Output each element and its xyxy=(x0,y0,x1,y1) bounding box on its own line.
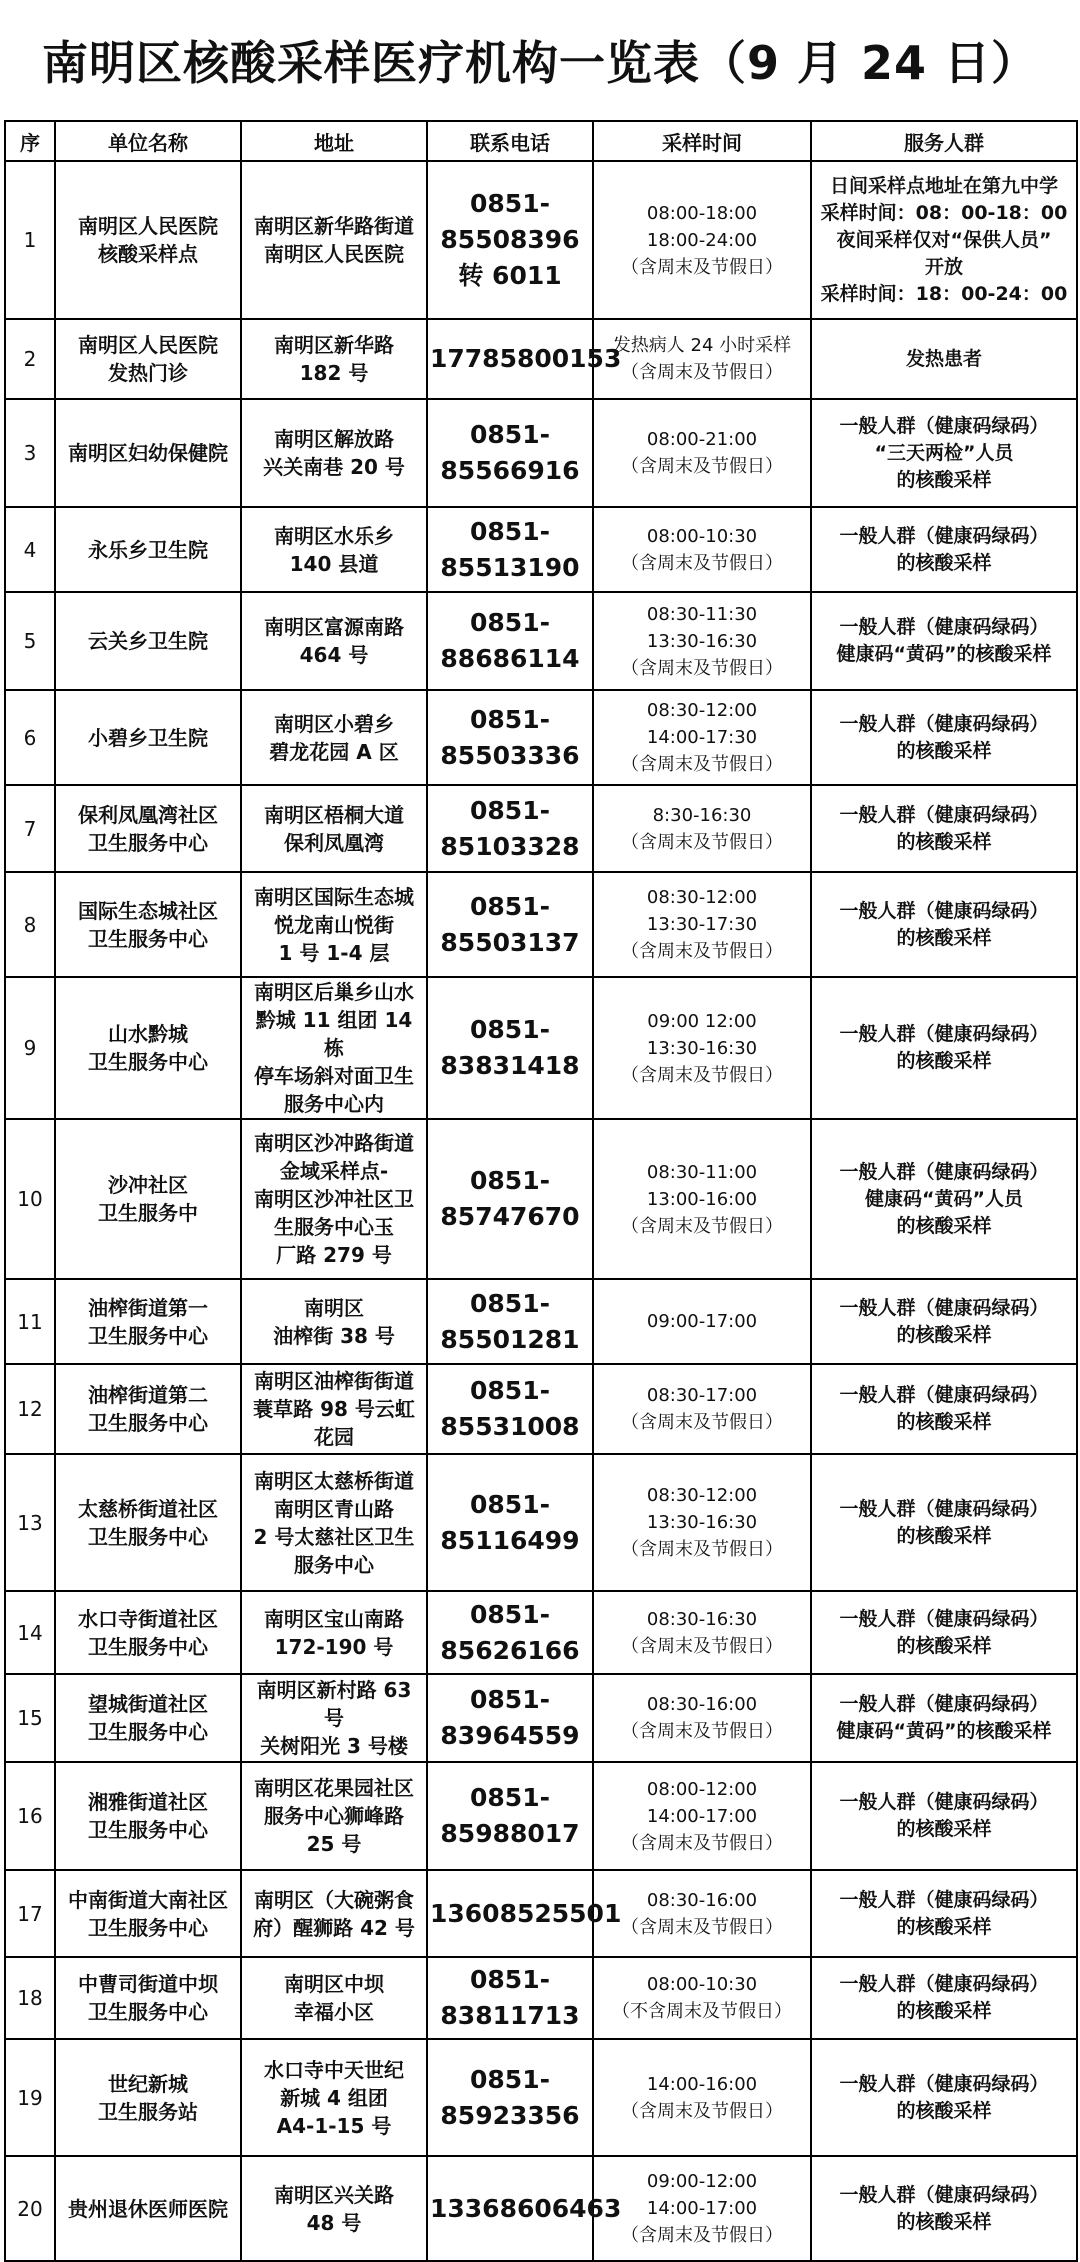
sampling-time: 08:30-16:00 （含周末及节假日） xyxy=(593,1674,811,1762)
service-group: 一般人群（健康码绿码） 的核酸采样 xyxy=(811,1454,1077,1591)
row-number: 2 xyxy=(5,319,55,399)
table-row xyxy=(5,1591,1077,1674)
table-row xyxy=(5,785,1077,872)
institution-name: 太慈桥街道社区 卫生服务中心 xyxy=(55,1454,241,1591)
institution-name: 中南街道大南社区 卫生服务中心 xyxy=(55,1870,241,1957)
sampling-time: 08:30-16:00 （含周末及节假日） xyxy=(593,1870,811,1957)
sampling-time: 09:00 12:00 13:30-16:30 （含周末及节假日） xyxy=(593,977,811,1119)
institution-name: 世纪新城 卫生服务站 xyxy=(55,2039,241,2156)
institution-name: 小碧乡卫生院 xyxy=(55,690,241,785)
service-group: 一般人群（健康码绿码） 的核酸采样 xyxy=(811,785,1077,872)
table-row xyxy=(5,161,1077,319)
phone-number: 0851- 85988017 xyxy=(427,1762,593,1870)
address: 南明区 油榨街 38 号 xyxy=(241,1279,427,1364)
sampling-sites-table xyxy=(4,120,1078,2262)
service-group: 一般人群（健康码绿码） 的核酸采样 xyxy=(811,977,1077,1119)
table-row xyxy=(5,1762,1077,1870)
institution-name: 油榨街道第二 卫生服务中心 xyxy=(55,1364,241,1454)
table-row xyxy=(5,1674,1077,1762)
service-group: 一般人群（健康码绿码） 的核酸采样 xyxy=(811,507,1077,592)
table-row xyxy=(5,1364,1077,1454)
row-number: 9 xyxy=(5,977,55,1119)
row-number: 10 xyxy=(5,1119,55,1279)
row-number: 8 xyxy=(5,872,55,977)
table-header-row xyxy=(5,121,1077,161)
address: 南明区小碧乡 碧龙花园 A 区 xyxy=(241,690,427,785)
address: 南明区水乐乡 140 县道 xyxy=(241,507,427,592)
address: 南明区兴关路 48 号 xyxy=(241,2156,427,2261)
address: 南明区国际生态城 悦龙南山悦街 1 号 1-4 层 xyxy=(241,872,427,977)
address: 南明区沙冲路街道 金域采样点- 南明区沙冲社区卫 生服务中心玉 厂路 279 号 xyxy=(241,1119,427,1279)
row-number: 19 xyxy=(5,2039,55,2156)
service-group: 一般人群（健康码绿码） 的核酸采样 xyxy=(811,2156,1077,2261)
institution-name: 贵州退休医师医院 xyxy=(55,2156,241,2261)
address: 南明区新村路 63 号 关树阳光 3 号楼 xyxy=(241,1674,427,1762)
row-number: 6 xyxy=(5,690,55,785)
column-header-address: 地址 xyxy=(241,121,427,161)
phone-number: 0851- 85566916 xyxy=(427,399,593,507)
address: 南明区富源南路 464 号 xyxy=(241,592,427,690)
service-group: 一般人群（健康码绿码） 的核酸采样 xyxy=(811,1364,1077,1454)
address: 南明区宝山南路 172-190 号 xyxy=(241,1591,427,1674)
phone-number: 13368606463 xyxy=(427,2156,593,2261)
row-number: 7 xyxy=(5,785,55,872)
institution-name: 保利凤凰湾社区 卫生服务中心 xyxy=(55,785,241,872)
service-group: 一般人群（健康码绿码） 的核酸采样 xyxy=(811,1870,1077,1957)
service-group: 一般人群（健康码绿码） 的核酸采样 xyxy=(811,1591,1077,1674)
table-row xyxy=(5,872,1077,977)
institution-name: 湘雅街道社区 卫生服务中心 xyxy=(55,1762,241,1870)
institution-name: 山水黔城 卫生服务中心 xyxy=(55,977,241,1119)
institution-name: 南明区人民医院 核酸采样点 xyxy=(55,161,241,319)
phone-number: 0851- 85531008 xyxy=(427,1364,593,1454)
row-number: 3 xyxy=(5,399,55,507)
table-body xyxy=(5,161,1077,2261)
service-group: 一般人群（健康码绿码） 的核酸采样 xyxy=(811,1957,1077,2039)
institution-name: 水口寺街道社区 卫生服务中心 xyxy=(55,1591,241,1674)
page-title: 南明区核酸采样医疗机构一览表（9 月 24 日） xyxy=(41,36,1039,90)
service-group: 一般人群（健康码绿码） 的核酸采样 xyxy=(811,1762,1077,1870)
phone-number: 0851- 85503137 xyxy=(427,872,593,977)
row-number: 12 xyxy=(5,1364,55,1454)
service-group: 一般人群（健康码绿码） 的核酸采样 xyxy=(811,2039,1077,2156)
phone-number: 0851- 88686114 xyxy=(427,592,593,690)
table-row xyxy=(5,319,1077,399)
phone-number: 0851- 85626166 xyxy=(427,1591,593,1674)
phone-number: 13608525501 xyxy=(427,1870,593,1957)
row-number: 4 xyxy=(5,507,55,592)
row-number: 13 xyxy=(5,1454,55,1591)
sampling-time: 08:30-17:00 （含周末及节假日） xyxy=(593,1364,811,1454)
sampling-time: 08:30-12:00 13:30-17:30 （含周末及节假日） xyxy=(593,872,811,977)
phone-number: 17785800153 xyxy=(427,319,593,399)
service-group: 一般人群（健康码绿码） 的核酸采样 xyxy=(811,1279,1077,1364)
sampling-time: 09:00-17:00 xyxy=(593,1279,811,1364)
institution-name: 中曹司街道中坝 卫生服务中心 xyxy=(55,1957,241,2039)
sampling-time: 08:00-10:30 （不含周末及节假日） xyxy=(593,1957,811,2039)
institution-name: 云关乡卫生院 xyxy=(55,592,241,690)
address: 南明区中坝 幸福小区 xyxy=(241,1957,427,2039)
row-number: 15 xyxy=(5,1674,55,1762)
sampling-time: 14:00-16:00 （含周末及节假日） xyxy=(593,2039,811,2156)
sampling-time: 08:00-21:00 （含周末及节假日） xyxy=(593,399,811,507)
sampling-time: 08:30-11:30 13:30-16:30 （含周末及节假日） xyxy=(593,592,811,690)
phone-number: 0851- 85103328 xyxy=(427,785,593,872)
sampling-time: 08:00-10:30 （含周末及节假日） xyxy=(593,507,811,592)
phone-number: 0851- 85116499 xyxy=(427,1454,593,1591)
table-row xyxy=(5,1279,1077,1364)
row-number: 14 xyxy=(5,1591,55,1674)
phone-number: 0851- 85513190 xyxy=(427,507,593,592)
institution-name: 国际生态城社区 卫生服务中心 xyxy=(55,872,241,977)
phone-number: 0851- 85503336 xyxy=(427,690,593,785)
sampling-time: 08:30-16:30 （含周末及节假日） xyxy=(593,1591,811,1674)
institution-name: 南明区妇幼保健院 xyxy=(55,399,241,507)
service-group: 一般人群（健康码绿码） “三天两检”人员 的核酸采样 xyxy=(811,399,1077,507)
sampling-time: 发热病人 24 小时采样 （含周末及节假日） xyxy=(593,319,811,399)
sampling-time: 8:30-16:30 （含周末及节假日） xyxy=(593,785,811,872)
phone-number: 0851- 85508396 转 6011 xyxy=(427,161,593,319)
institution-name: 沙冲社区 卫生服务中 xyxy=(55,1119,241,1279)
row-number: 16 xyxy=(5,1762,55,1870)
service-group: 一般人群（健康码绿码） 健康码“黄码”的核酸采样 xyxy=(811,1674,1077,1762)
service-group: 日间采样点地址在第九中学 采样时间：08：00-18：00 夜间采样仅对“保供人员” 开放 采样时间：18：00-24：00 xyxy=(811,161,1077,319)
row-number: 18 xyxy=(5,1957,55,2039)
phone-number: 0851- 85747670 xyxy=(427,1119,593,1279)
service-group: 一般人群（健康码绿码） 的核酸采样 xyxy=(811,690,1077,785)
address: 南明区（大碗粥食 府）醒狮路 42 号 xyxy=(241,1870,427,1957)
table-row xyxy=(5,592,1077,690)
address: 南明区新华路 182 号 xyxy=(241,319,427,399)
address: 南明区油榨街街道 蓑草路 98 号云虹 花园 xyxy=(241,1364,427,1454)
phone-number: 0851- 83831418 xyxy=(427,977,593,1119)
sampling-time: 08:30-12:00 13:30-16:30 （含周末及节假日） xyxy=(593,1454,811,1591)
table-row xyxy=(5,690,1077,785)
phone-number: 0851- 83964559 xyxy=(427,1674,593,1762)
address: 南明区太慈桥街道 南明区青山路 2 号太慈社区卫生 服务中心 xyxy=(241,1454,427,1591)
address: 水口寺中天世纪 新城 4 组团 A4-1-15 号 xyxy=(241,2039,427,2156)
column-header-time: 采样时间 xyxy=(593,121,811,161)
table-row xyxy=(5,2156,1077,2261)
sampling-time: 08:00-12:00 14:00-17:00 （含周末及节假日） xyxy=(593,1762,811,1870)
address: 南明区后巢乡山水 黔城 11 组团 14 栋 停车场斜对面卫生 服务中心内 xyxy=(241,977,427,1119)
sampling-time: 08:00-18:00 18:00-24:00 （含周末及节假日） xyxy=(593,161,811,319)
column-header-name: 单位名称 xyxy=(55,121,241,161)
row-number: 1 xyxy=(5,161,55,319)
service-group: 一般人群（健康码绿码） 的核酸采样 xyxy=(811,872,1077,977)
table-row xyxy=(5,507,1077,592)
sampling-time: 08:30-12:00 14:00-17:30 （含周末及节假日） xyxy=(593,690,811,785)
institution-name: 永乐乡卫生院 xyxy=(55,507,241,592)
address: 南明区新华路街道 南明区人民医院 xyxy=(241,161,427,319)
table-row xyxy=(5,1957,1077,2039)
institution-name: 油榨街道第一 卫生服务中心 xyxy=(55,1279,241,1364)
column-header-group: 服务人群 xyxy=(811,121,1077,161)
phone-number: 0851- 85501281 xyxy=(427,1279,593,1364)
table-row xyxy=(5,977,1077,1119)
table-row xyxy=(5,1454,1077,1591)
service-group: 发热患者 xyxy=(811,319,1077,399)
column-header-no: 序 xyxy=(5,121,55,161)
sampling-time: 08:30-11:00 13:00-16:00 （含周末及节假日） xyxy=(593,1119,811,1279)
table-row xyxy=(5,1119,1077,1279)
phone-number: 0851- 83811713 xyxy=(427,1957,593,2039)
table-row xyxy=(5,2039,1077,2156)
phone-number: 0851- 85923356 xyxy=(427,2039,593,2156)
row-number: 20 xyxy=(5,2156,55,2261)
institution-name: 南明区人民医院 发热门诊 xyxy=(55,319,241,399)
service-group: 一般人群（健康码绿码） 健康码“黄码”的核酸采样 xyxy=(811,592,1077,690)
row-number: 5 xyxy=(5,592,55,690)
table-row xyxy=(5,399,1077,507)
address: 南明区梧桐大道 保利凤凰湾 xyxy=(241,785,427,872)
column-header-phone: 联系电话 xyxy=(427,121,593,161)
institution-name: 望城街道社区 卫生服务中心 xyxy=(55,1674,241,1762)
address: 南明区花果园社区 服务中心狮峰路 25 号 xyxy=(241,1762,427,1870)
table-row xyxy=(5,1870,1077,1957)
row-number: 11 xyxy=(5,1279,55,1364)
sampling-time: 09:00-12:00 14:00-17:00 （含周末及节假日） xyxy=(593,2156,811,2261)
address: 南明区解放路 兴关南巷 20 号 xyxy=(241,399,427,507)
service-group: 一般人群（健康码绿码） 健康码“黄码”人员 的核酸采样 xyxy=(811,1119,1077,1279)
row-number: 17 xyxy=(5,1870,55,1957)
